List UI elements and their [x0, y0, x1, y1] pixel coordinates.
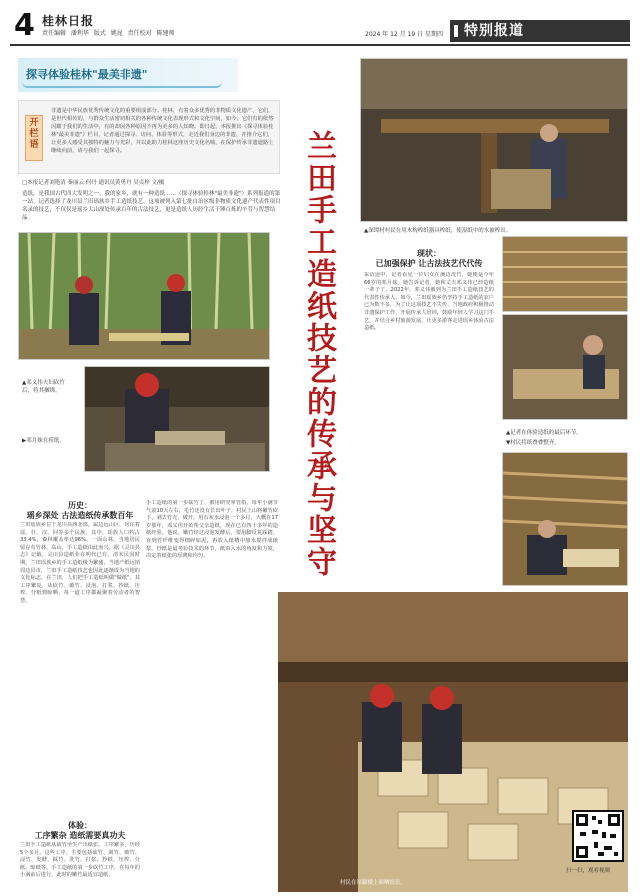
banner-decoration [22, 82, 222, 88]
status-title: 已加强保护 让古法技艺代代传 [375, 259, 483, 268]
status-label: 现状： [417, 249, 441, 258]
qr-caption: 扫一扫，观看视频 [566, 868, 611, 874]
craft-title: 工序繁杂 造纸需要真功夫 [34, 831, 126, 840]
photo-reporter-experience-image [503, 315, 628, 420]
column-text: 非遗是中华民族优秀传统文化的重要组成部分。桂林，有着众多优秀的非物质文化遗产，它们，是世代相传的，与群众生活密切相关的各种传统文化表现形式和文化空间，如今，它们有的依然闪耀于我们的生活中，有的却因各种原因不再为更多的人知晓。即日起，本报推出《探寻体验桂林"最美非遗"》栏目，记者通过探寻、访问、体验等形式，走近我们身边的非遗，并推介它们，让更多人感受其独特的魅力与光彩，并以此助力桂林这座历史文化名城，在保护传承非遗道路上继续向前，请与我们一起探寻。 [51, 108, 274, 154]
photo-caption-dipping: ▶邓月妹在捞纸。 [22, 438, 65, 444]
photo-stacking [502, 452, 628, 586]
photo-press [360, 58, 628, 222]
craft-body: 兰田手工造纸从砍竹至生产出纸张，工序繁多，历经5个多月。这些工序，主要包括砍竹、剥竹、破竹、浸竹、发酵、踩竹、洗竹、打浆、抄纸、压榨、分纸、晾纸等。手工造纸的第一步砍竹工序，在每年的小满前后进行，此时的嫩竹最适宜造纸。 [20, 842, 140, 879]
photo-press-image [361, 59, 628, 222]
qr-code-pattern [574, 812, 622, 860]
header-rule [10, 44, 630, 46]
column-tag: 开栏语 [25, 115, 43, 161]
page-number: 4 [14, 8, 35, 43]
photo-caption-drying: 村民在吊脚楼上晾晒纸张。 [340, 880, 407, 886]
photo-caption-reporter: ▲记者在体验造纸的最后环节。 [506, 430, 582, 436]
craft-label: 体验： [68, 821, 92, 830]
history-title: 瑶乡深处 古法造纸传承数百年 [26, 511, 134, 520]
history-label: 历史： [68, 501, 92, 510]
article-title: 兰田手工造纸技艺的传承与坚守 [301, 130, 336, 578]
qr-code[interactable] [572, 810, 624, 862]
photo-stacking-image [503, 453, 628, 586]
series-banner-text: 探寻体验桂林"最美非遗" [26, 68, 148, 81]
photo-paper-stacks [502, 236, 628, 312]
byline: □本报记者刘艳清 秦丽云 何丹 通讯员黄勇丹 吴贞梓 文/摄 [22, 180, 165, 186]
photo-caption-bamboo: ▲邓义伟夫妇砍竹后，将其捆绑。 [22, 380, 65, 394]
history-body: 兰田瑶族乡位于龙川县西北部，属边远山区，居住着瑶、壮、汉、回等多个民族，其中，瑶族人口约占33.4%，森林覆盖率达96%，一面山林，当地居民留存有竹林、高山，手工造纸由此而兴。据《灵川县志》记载，灵川县造纸业在明代已有，清末民国时期，兰田瑶族乡的手工造纸极为繁盛，当地产纸远销周边县市，兰田手工造纸技艺也因此逐渐成为当地的文化标志。在兰田，人们把手工造纸叫做"做纸"，其工序繁复，从砍竹、破竹、浸泡、打浆、抄纸、压榨、分纸到晾晒，每一道工序都凝聚着劳动者的智慧。 [20, 522, 140, 604]
photo-paper-stacks-image [503, 237, 628, 312]
status-body: 采访途中，记者看见一位妇女在溪边洗竹，她便是今年66岁的邓月妹。她告诉记者，她和丈夫邓义伟已经造纸一辈子了。2022年，邓义伟被列为兰田手工造纸技艺的代表性传承人。如今，兰田瑶族乡仍坚持手工造纸的农户已为数不多，为了让这项技艺不失传，当地政府积极推动非遗保护工作，开展传承人培训，鼓励年轻人学习这门手艺，并结合乡村旅游发展，让更多游客走进瑶乡体验古法造纸。 [364, 272, 494, 332]
masthead: 桂林日报 [42, 14, 95, 28]
photo-caption-stacking: ▼村民将纸叠叠整齐。 [506, 440, 560, 446]
photo-caption-press: ▲深谭村村民在用木构榨纸器具榨纸，使湿纸中的水被榨出。 [364, 228, 512, 234]
photo-bamboo-cutting [18, 232, 270, 360]
column-intro-box [18, 100, 280, 174]
photo-paper-dipping [84, 366, 270, 472]
series-banner [18, 58, 238, 92]
section-label: 特别报道 [450, 20, 630, 42]
editor-credits: 责任编辑 潘利华 版式 姚昆 责任校对 陈建师 [42, 30, 175, 37]
photo-reporter-experience [502, 314, 628, 420]
page-header [10, 10, 630, 42]
middle-body: 手工造纸的第一步砍竹了，被用研究掌管指，每年小满节气前10天左右，毛竹还没有长出叶子，村民上山将嫩竹砍下，剥去竹壳，破开，用石灰水浸泡一个多月。大概在17岁那年，邓义伟开始帮父亲造纸，现在已有四十多年的造纸经验。他说，嫩竹经过浸泡发酵后，要用脚反复踩踏，直到竹纤维变得细碎如泥，再放入纸槽中加水搅拌成纸浆。抄纸是最考验技术的环节，纸帘入水的角度和力度，决定着纸张的厚薄和均匀。 [146, 500, 278, 560]
photo-paper-dipping-image [85, 367, 270, 472]
issue-date: 2024 年 12 月 19 日 星期四 [365, 31, 443, 38]
lead-paragraph: 造纸，是我国古代四大发明之一。我的家乡，就有一种造纸……（探寻体验桂林"最美非遗"）系列报道的第一站。记者选择了龙川县兰田瑶族乡手工造纸技艺。这项被列入第七批自治区级非物质文化遗产代表性项目名录的技艺，不仅仅是瑶乡大山深处传承百年的古法技艺，更是造纸人历经生活千锤百炼的辛劳与智慧结晶。 [22, 191, 281, 221]
photo-bamboo-cutting-image [19, 233, 270, 360]
